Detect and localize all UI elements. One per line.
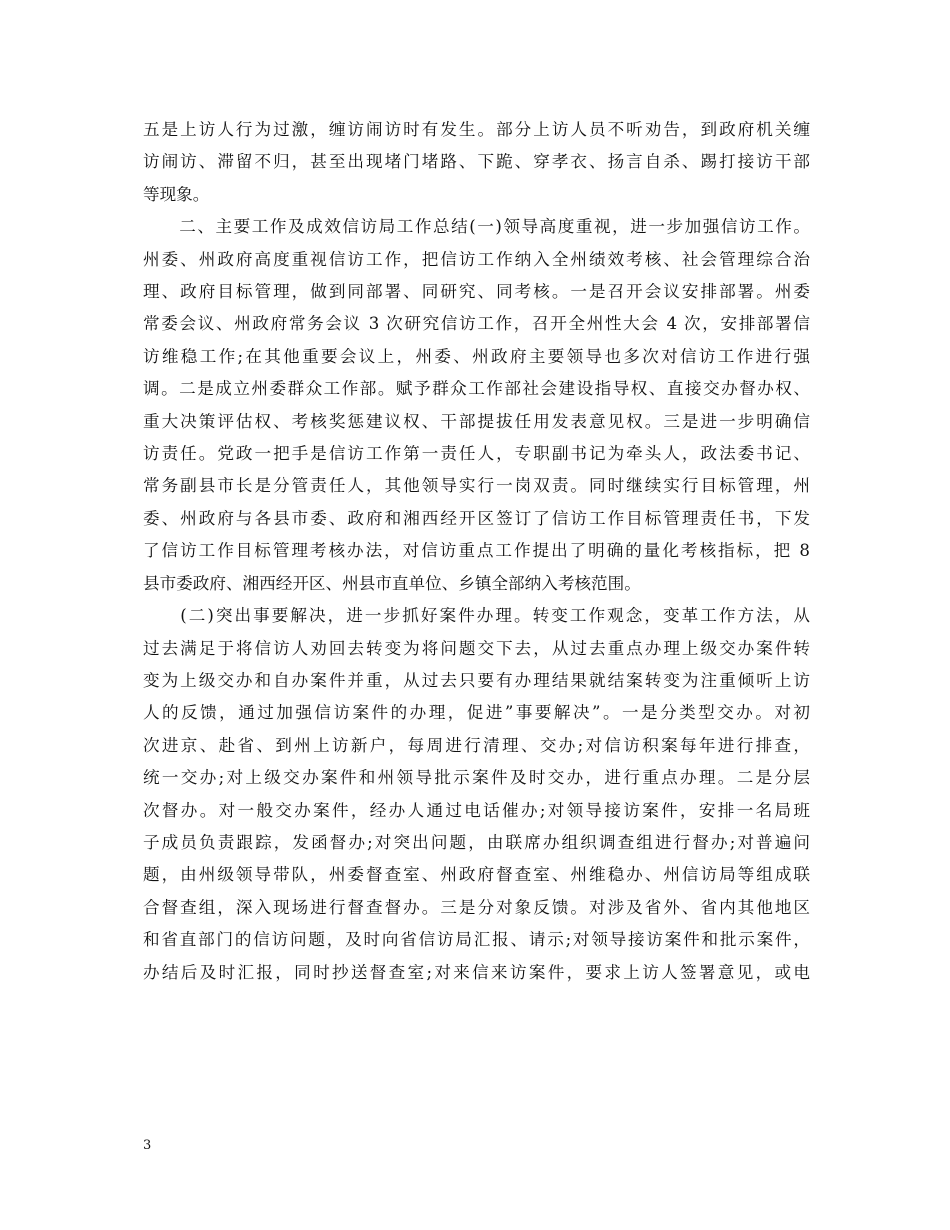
text-line: 次进京、赴省、到州上访新户，每周进行清理、交办;对信访积案每年进行排查， <box>143 735 810 755</box>
text-line: 过去满足于将信访人劝回去转变为将问题交下去，从过去重点办理上级交办案件转 <box>143 638 810 658</box>
text-line: 变为上级交办和自办案件并重，从过去只要有办理结果就结案转变为注重倾听上访 <box>143 670 810 690</box>
text-line: 州委、州政府高度重视信访工作，把信访工作纳入全州绩效考核、社会管理综合治 <box>143 249 810 269</box>
text-line: 统一交办;对上级交办案件和州领导批示案件及时交办，进行重点办理。二是分层 <box>143 768 810 788</box>
text-line: 重大决策评估权、考核奖惩建议权、干部提拔任用发表意见权。三是进一步明确信 <box>143 411 810 431</box>
text-line: 五是上访人行为过激，缠访闹访时有发生。部分上访人员不听劝告，到政府机关缠 <box>143 120 810 139</box>
text-line: 委、州政府与各县市委、政府和湘西经开区签订了信访工作目标管理责任书，下发 <box>143 508 810 528</box>
text-line: 访维稳工作;在其他重要会议上，州委、州政府主要领导也多次对信访工作进行强 <box>143 346 810 366</box>
text-line: 访闹访、滞留不归，甚至出现堵门堵路、下跪、穿孝衣、扬言自杀、踢打接访干部 <box>143 152 810 172</box>
text-line: 子成员负责跟踪，发函督办;对突出问题，由联席办组织调查组进行督办;对普遍问 <box>143 832 810 852</box>
text-line: 题，由州级领导带队，州委督查室、州政府督查室、州维稳办、州信访局等组成联 <box>143 865 810 885</box>
text-line: 理、政府目标管理，做到同部署、同研究、同考核。一是召开会议安排部署。州委 <box>143 282 810 302</box>
text-line: 二、主要工作及成效信访局工作总结(一)领导高度重视，进一步加强信访工作。 <box>143 217 810 237</box>
text-line: 次督办。对一般交办案件，经办人通过电话催办;对领导接访案件，安排一名局班 <box>143 800 810 820</box>
text-line: 和省直部门的信访问题，及时向省信访局汇报、请示;对领导接访案件和批示案件， <box>143 930 810 950</box>
text-line: 县市委政府、湘西经开区、州县市直单位、乡镇全部纳入考核范围。 <box>143 573 641 593</box>
text-line: 了信访工作目标管理考核办法，对信访重点工作提出了明确的量化考核指标，把 8 <box>143 541 810 561</box>
page-number: 3 <box>143 1138 152 1153</box>
text-line: 等现象。 <box>143 184 210 204</box>
text-line: 常务副县市长是分管责任人，其他领导实行一岗双责。同时继续实行目标管理，州 <box>143 476 810 496</box>
paragraph-3 <box>143 600 810 989</box>
text-line: 人的反馈，通过加强信访案件的办理，促进”事要解决”。一是分类型交办。对初 <box>143 703 810 723</box>
text-line: 合督查组，深入现场进行督查督办。三是分对象反馈。对涉及省外、省内其他地区 <box>143 897 810 917</box>
paragraph-1 <box>143 114 810 211</box>
text-line: 调。二是成立州委群众工作部。赋予群众工作部社会建设指导权、直接交办督办权、 <box>143 379 810 399</box>
text-line: (二)突出事要解决，进一步抓好案件办理。转变工作观念，变革工作方法，从 <box>143 606 810 626</box>
paragraph-2 <box>143 211 810 600</box>
text-line: 常委会议、州政府常务会议 3 次研究信访工作，召开全州性大会 4 次，安排部署信 <box>143 314 810 334</box>
text-line: 访责任。党政一把手是信访工作第一责任人，专职副书记为牵头人，政法委书记、 <box>143 444 810 464</box>
document-body <box>143 114 810 989</box>
text-line: 办结后及时汇报，同时抄送督查室;对来信来访案件，要求上访人签署意见，或电 <box>143 962 810 982</box>
